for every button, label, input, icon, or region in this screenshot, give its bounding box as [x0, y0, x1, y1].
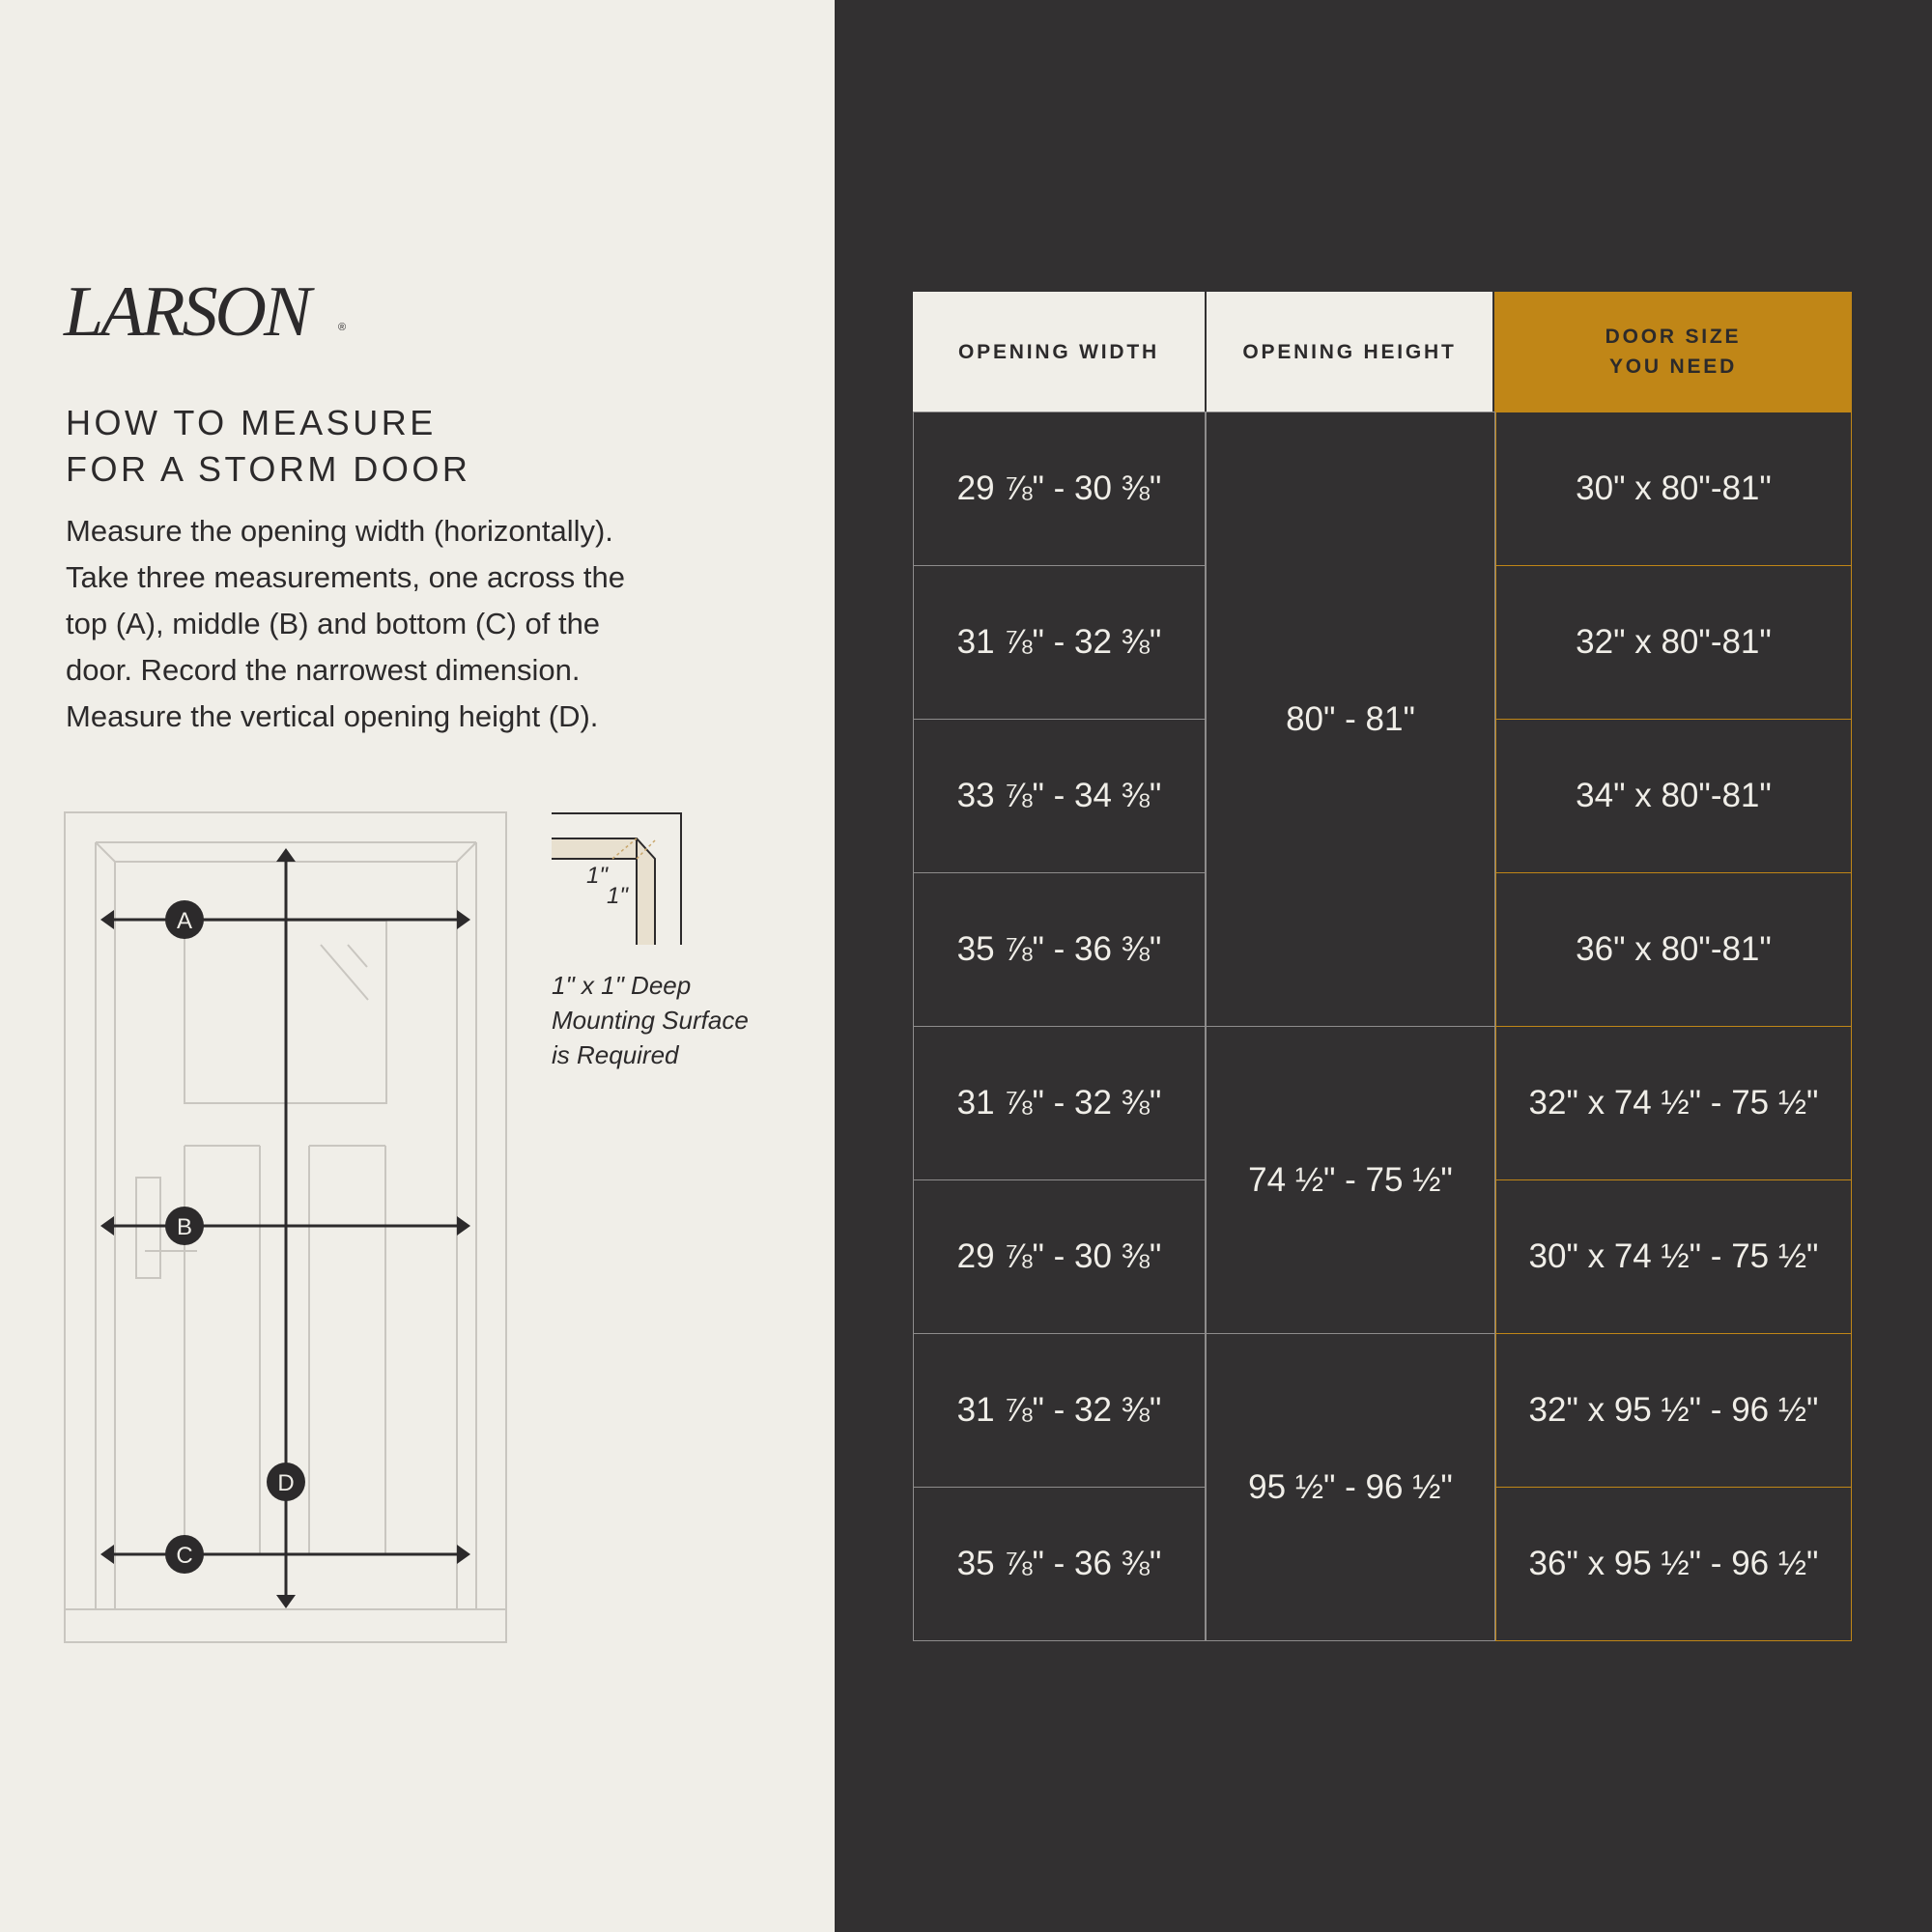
width-cell: 31 ⅞" - 32 ⅜": [913, 565, 1206, 720]
header-label: OPENING WIDTH: [958, 340, 1159, 363]
width-cell: 29 ⅞" - 30 ⅜": [913, 1179, 1206, 1334]
height-cell: 80" - 81": [1206, 412, 1495, 1027]
marker-d: [267, 1463, 305, 1501]
width-cell: 35 ⅞" - 36 ⅜": [913, 1487, 1206, 1641]
door-size-cell: 30" x 74 ½" - 75 ½": [1495, 1179, 1852, 1334]
door-size-cell: 36" x 80"-81": [1495, 872, 1852, 1027]
mount-caption-line: is Required: [552, 1040, 679, 1069]
width-cell: 31 ⅞" - 32 ⅜": [913, 1333, 1206, 1488]
header-label: YOU NEED: [1608, 355, 1738, 378]
header-opening-width: [913, 292, 1205, 412]
mount-caption-line: 1" x 1" Deep: [552, 971, 692, 1000]
header-opening-height: [1207, 292, 1492, 412]
width-cell: 33 ⅞" - 34 ⅜": [913, 719, 1206, 873]
height-cell: 74 ½" - 75 ½": [1206, 1026, 1495, 1334]
title-line-2: FOR A STORM DOOR: [66, 449, 471, 489]
marker-a: [165, 900, 204, 939]
door-size-cell: 32" x 74 ½" - 75 ½": [1495, 1026, 1852, 1180]
instruction-line: Take three measurements, one across the: [66, 560, 625, 594]
door-measurement-diagram: [0, 0, 835, 1932]
door-size-cell: 32" x 80"-81": [1495, 565, 1852, 720]
width-cell: 29 ⅞" - 30 ⅜": [913, 412, 1206, 566]
header-label: DOOR SIZE: [1605, 326, 1742, 348]
instruction-line: door. Record the narrowest dimension.: [66, 653, 581, 687]
door-size-cell: 32" x 95 ½" - 96 ½": [1495, 1333, 1852, 1488]
instruction-line: top (A), middle (B) and bottom (C) of the: [66, 607, 601, 640]
svg-text:B: B: [176, 1214, 193, 1240]
marker-b: [165, 1207, 204, 1245]
registered-mark: ®: [338, 322, 347, 333]
width-cell: 31 ⅞" - 32 ⅜": [913, 1026, 1206, 1180]
instruction-line: Measure the vertical opening height (D).: [66, 699, 599, 733]
marker-c: [165, 1535, 204, 1574]
instructions-panel: [0, 0, 835, 1932]
title-line-1: HOW TO MEASURE: [66, 403, 437, 442]
height-cell: 95 ½" - 96 ½": [1206, 1333, 1495, 1641]
mount-depth-label: 1": [586, 863, 608, 889]
svg-text:A: A: [176, 908, 193, 934]
mount-caption: [552, 968, 749, 1072]
svg-text:C: C: [176, 1543, 193, 1569]
door-size-cell: 34" x 80"-81": [1495, 719, 1852, 873]
mount-caption-line: Mounting Surface: [552, 1006, 749, 1035]
mounting-surface-drawing: [552, 813, 681, 945]
door-size-cell: 36" x 95 ½" - 96 ½": [1495, 1487, 1852, 1641]
larson-logo: LARSON: [64, 272, 309, 352]
svg-text:D: D: [277, 1470, 295, 1496]
instruction-line: Measure the opening width (horizontally).: [66, 514, 613, 548]
header-label: OPENING HEIGHT: [1242, 340, 1457, 363]
width-cell: 35 ⅞" - 36 ⅜": [913, 872, 1206, 1027]
door-size-cell: 30" x 80"-81": [1495, 412, 1852, 566]
header-door-size: [1494, 292, 1852, 412]
mount-width-label: 1": [607, 883, 628, 909]
